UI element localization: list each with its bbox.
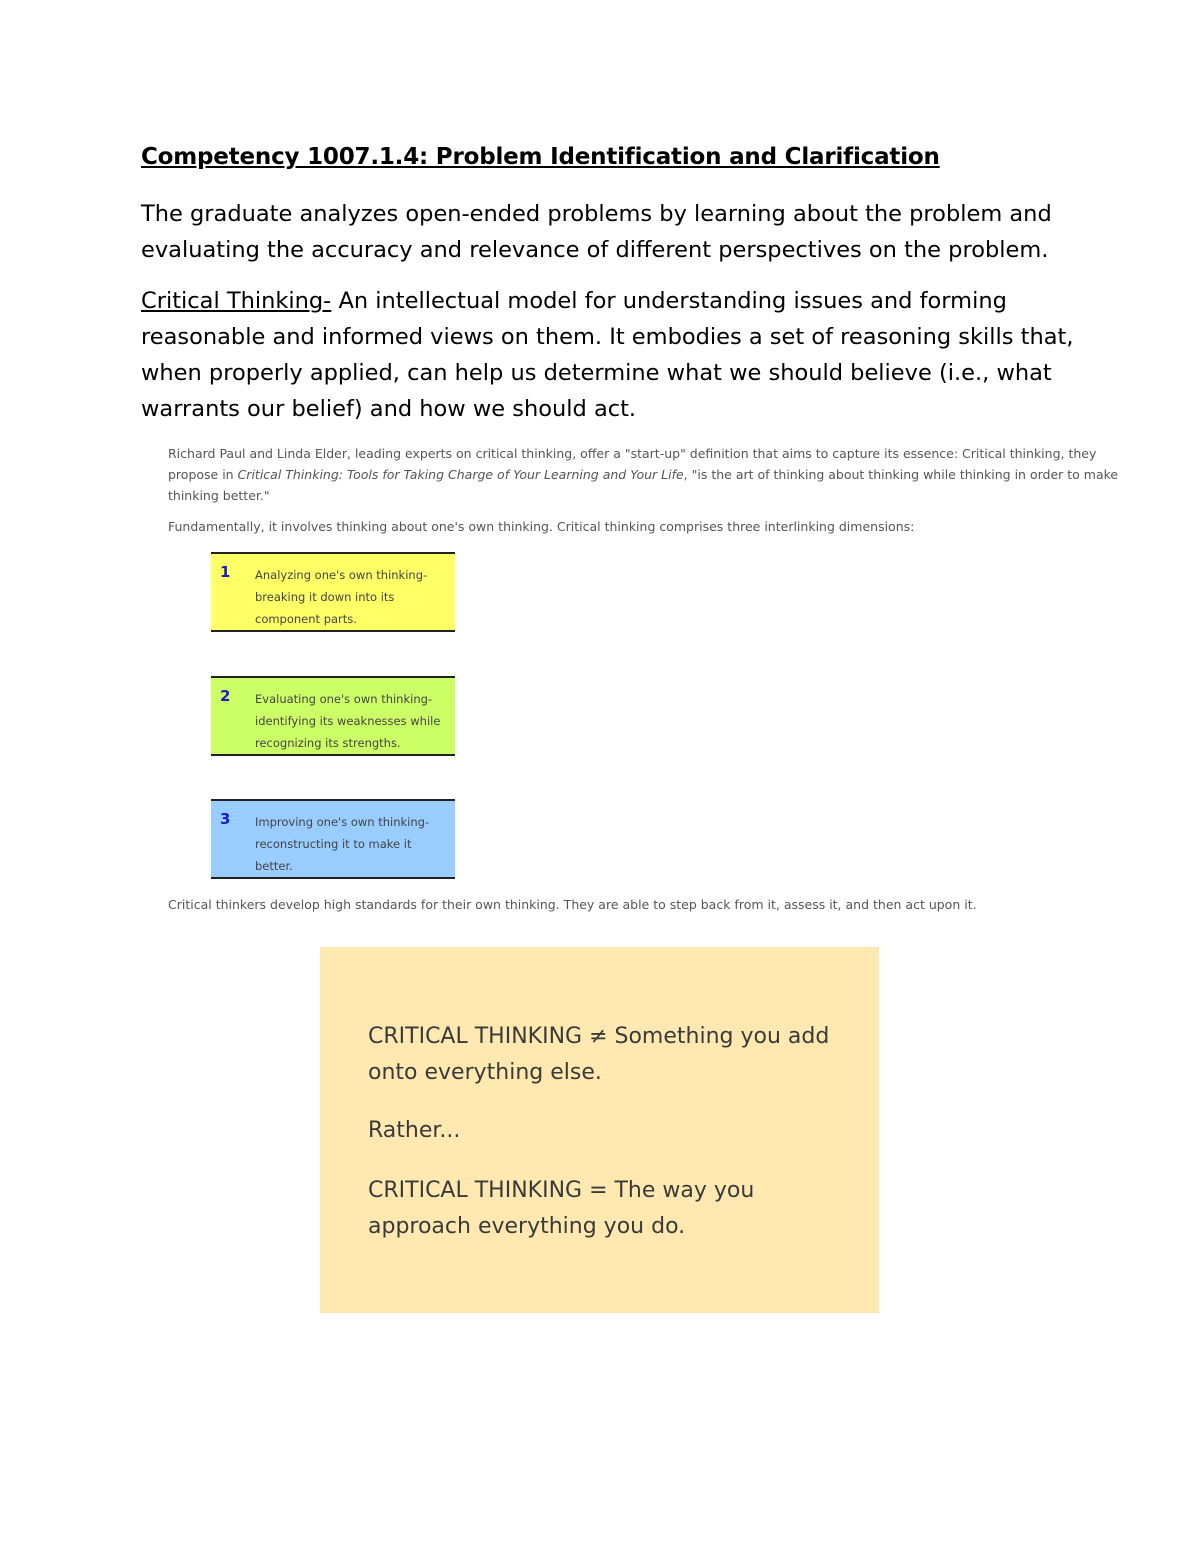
callout-line-1: CRITICAL THINKING ≠ Something you add onto everything else.	[368, 1024, 830, 1085]
callout-line-3: CRITICAL THINKING = The way you approach everything you do.	[368, 1178, 755, 1239]
dimension-text: Analyzing one's own thinking- breaking it down into its component parts.	[255, 568, 428, 626]
critical-thinking-callout	[320, 947, 879, 1313]
dimension-text: Evaluating one's own thinking- identifying its weaknesses while recognizing its strengths.	[255, 692, 441, 750]
quote-paragraph	[168, 443, 1128, 506]
closing-paragraph: Critical thinkers develop high standards for their own thinking. They are able to step back from it, assess it, and then act upon it.	[168, 897, 977, 912]
intro-paragraph: The graduate analyzes open-ended problems by learning about the problem and evaluating the accuracy and relevance of different perspectives on the problem.	[141, 201, 1052, 263]
dimensions-intro: Fundamentally, it involves thinking about one's own thinking. Critical thinking comprises three interlinking dimensions:	[168, 519, 915, 534]
quote-part2: , "is the art of thinking about thinking while thinking in order to make thinking better."	[168, 467, 1119, 503]
dimension-number: 2	[220, 687, 231, 705]
book-title: Critical Thinking: Tools for Taking Charge of Your Learning and Your Life	[237, 467, 684, 482]
dimension-text: Improving one's own thinking- reconstructing it to make it better.	[255, 815, 430, 873]
quote-part1: Richard Paul and Linda Elder, leading experts on critical thinking, offer a "start-up" definition that aims to capture its essence: Critical thinking, they propose in	[168, 446, 1097, 482]
callout-line-2: Rather...	[368, 1118, 461, 1143]
dimension-box-1	[211, 552, 455, 632]
definition-term: Critical Thinking-	[141, 288, 332, 314]
dimension-number: 3	[220, 810, 231, 828]
definition-text: An intellectual model for understanding issues and forming reasonable and informed views on them. It embodies a set of reasoning skills that, when properly applied, can help us determine what we should believe (i.e., what warrants our belief) and how we should act.	[141, 288, 1074, 422]
dimension-box-2	[211, 676, 455, 756]
dimension-box-3	[211, 799, 455, 879]
dimension-number: 1	[220, 563, 231, 581]
definition-paragraph	[141, 283, 1081, 427]
page-title: Competency 1007.1.4: Problem Identification and Clarification	[141, 144, 940, 170]
